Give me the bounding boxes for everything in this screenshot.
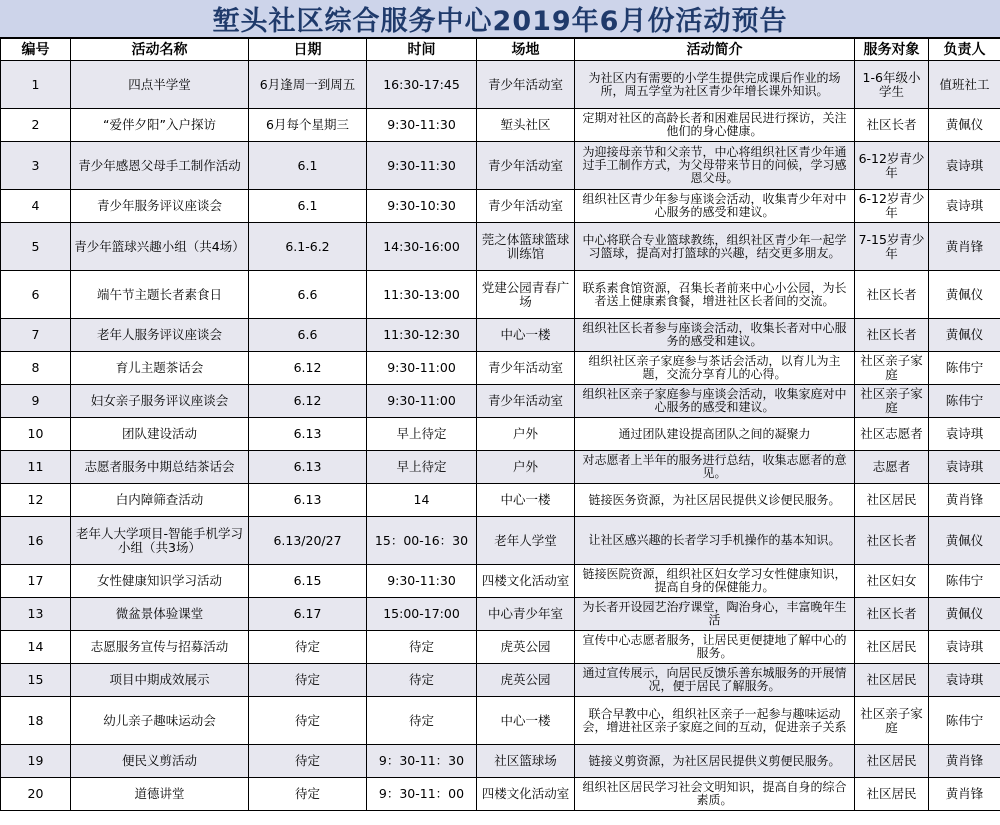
cell-owner: 黄肖锋 xyxy=(929,778,1000,811)
table-row xyxy=(1,418,1000,451)
cell-owner: 袁诗琪 xyxy=(929,451,1000,484)
cell-desc: 中心将联合专业篮球教练，组织社区青少年一起学习篮球，提高对打篮球的兴趣，结交更多朋友。 xyxy=(575,223,855,271)
cell-venue: 党建公园青春广场 xyxy=(477,271,575,319)
cell-target: 社区居民 xyxy=(855,631,929,664)
cell-target: 6-12岁青少年 xyxy=(855,190,929,223)
cell-target: 1-6年级小学生 xyxy=(855,61,929,109)
cell-owner: 陈伟宁 xyxy=(929,565,1000,598)
cell-no: 4 xyxy=(1,190,71,223)
cell-owner: 袁诗琪 xyxy=(929,418,1000,451)
cell-name: 青少年感恩父母手工制作活动 xyxy=(71,142,249,190)
cell-date: 6.1 xyxy=(249,190,367,223)
cell-time: 14:30-16:00 xyxy=(367,223,477,271)
header-name: 活动名称 xyxy=(71,39,249,61)
cell-time: 待定 xyxy=(367,664,477,697)
table-row xyxy=(1,271,1000,319)
header-no: 编号 xyxy=(1,39,71,61)
table-row xyxy=(1,565,1000,598)
cell-no: 1 xyxy=(1,61,71,109)
cell-no: 15 xyxy=(1,664,71,697)
cell-name: 育儿主题茶话会 xyxy=(71,352,249,385)
cell-date: 6月每个星期三 xyxy=(249,109,367,142)
cell-name: 幼儿亲子趣味运动会 xyxy=(71,697,249,745)
header-venue: 场地 xyxy=(477,39,575,61)
cell-time: 9：30-11：30 xyxy=(367,745,477,778)
cell-date: 6.1 xyxy=(249,142,367,190)
cell-owner: 黄佩仪 xyxy=(929,271,1000,319)
cell-target: 7-15岁青少年 xyxy=(855,223,929,271)
cell-name: 志愿服务宣传与招募活动 xyxy=(71,631,249,664)
cell-desc: 组织社区居民学习社会文明知识，提高自身的综合素质。 xyxy=(575,778,855,811)
cell-name: 老年人大学项目-智能手机学习小组（共3场） xyxy=(71,517,249,565)
table-row xyxy=(1,631,1000,664)
table-row xyxy=(1,61,1000,109)
cell-desc: 为迎接母亲节和父亲节，中心将组织社区青少年通过手工制作方式，为父母带来节日的问候，学习感恩父母。 xyxy=(575,142,855,190)
activity-table xyxy=(0,38,1000,811)
cell-venue: 青少年活动室 xyxy=(477,190,575,223)
table-row xyxy=(1,190,1000,223)
cell-target: 社区居民 xyxy=(855,745,929,778)
table-row xyxy=(1,745,1000,778)
cell-no: 13 xyxy=(1,598,71,631)
cell-time: 9:30-11:30 xyxy=(367,142,477,190)
cell-no: 16 xyxy=(1,517,71,565)
header-target: 服务对象 xyxy=(855,39,929,61)
cell-target: 社区亲子家庭 xyxy=(855,697,929,745)
table-row xyxy=(1,142,1000,190)
cell-no: 12 xyxy=(1,484,71,517)
cell-target: 社区志愿者 xyxy=(855,418,929,451)
cell-time: 待定 xyxy=(367,631,477,664)
cell-time: 9:30-11:30 xyxy=(367,109,477,142)
cell-venue: 四楼文化活动室 xyxy=(477,778,575,811)
cell-no: 17 xyxy=(1,565,71,598)
cell-no: 14 xyxy=(1,631,71,664)
cell-date: 6.12 xyxy=(249,385,367,418)
cell-owner: 黄肖锋 xyxy=(929,484,1000,517)
cell-date: 6月逢周一到周五 xyxy=(249,61,367,109)
cell-no: 18 xyxy=(1,697,71,745)
cell-venue: 四楼文化活动室 xyxy=(477,565,575,598)
cell-time: 待定 xyxy=(367,697,477,745)
cell-date: 待定 xyxy=(249,778,367,811)
cell-no: 9 xyxy=(1,385,71,418)
cell-name: 道德讲堂 xyxy=(71,778,249,811)
table-row xyxy=(1,664,1000,697)
cell-desc: 让社区感兴趣的长者学习手机操作的基本知识。 xyxy=(575,517,855,565)
cell-desc: 对志愿者上半年的服务进行总结，收集志愿者的意见。 xyxy=(575,451,855,484)
cell-owner: 陈伟宁 xyxy=(929,352,1000,385)
cell-no: 10 xyxy=(1,418,71,451)
cell-date: 待定 xyxy=(249,631,367,664)
cell-desc: 组织社区长者参与座谈会活动，收集长者对中心服务的感受和建议。 xyxy=(575,319,855,352)
cell-desc: 宣传中心志愿者服务，让居民更便捷地了解中心的服务。 xyxy=(575,631,855,664)
table-row xyxy=(1,223,1000,271)
cell-time: 早上待定 xyxy=(367,451,477,484)
cell-date: 6.6 xyxy=(249,271,367,319)
cell-desc: 组织社区亲子家庭参与座谈会活动，收集家庭对中心服务的感受和建议。 xyxy=(575,385,855,418)
cell-owner: 陈伟宁 xyxy=(929,697,1000,745)
cell-time: 14 xyxy=(367,484,477,517)
cell-venue: 中心一楼 xyxy=(477,319,575,352)
cell-name: 四点半学堂 xyxy=(71,61,249,109)
header-owner: 负责人 xyxy=(929,39,1000,61)
cell-desc: 通过团队建设提高团队之间的凝聚力 xyxy=(575,418,855,451)
cell-desc: 组织社区青少年参与座谈会活动，收集青少年对中心服务的感受和建议。 xyxy=(575,190,855,223)
cell-owner: 黄佩仪 xyxy=(929,517,1000,565)
cell-no: 20 xyxy=(1,778,71,811)
cell-target: 社区长者 xyxy=(855,598,929,631)
cell-owner: 袁诗琪 xyxy=(929,664,1000,697)
cell-target: 社区长者 xyxy=(855,319,929,352)
cell-time: 9：30-11：00 xyxy=(367,778,477,811)
cell-name: 白内障筛查活动 xyxy=(71,484,249,517)
table-row xyxy=(1,109,1000,142)
cell-owner: 黄佩仪 xyxy=(929,109,1000,142)
cell-desc: 为长者开设园艺治疗课堂，陶治身心，丰富晚年生活 xyxy=(575,598,855,631)
cell-name: 青少年篮球兴趣小组（共4场） xyxy=(71,223,249,271)
cell-owner: 袁诗琪 xyxy=(929,142,1000,190)
table-row xyxy=(1,451,1000,484)
cell-venue: 老年人学堂 xyxy=(477,517,575,565)
cell-target: 社区居民 xyxy=(855,664,929,697)
cell-date: 待定 xyxy=(249,664,367,697)
cell-date: 6.13 xyxy=(249,418,367,451)
sheet-title: 堑头社区综合服务中心2019年6月份活动预告 xyxy=(0,0,1000,38)
cell-no: 8 xyxy=(1,352,71,385)
cell-desc: 链接医务资源，为社区居民提供义诊便民服务。 xyxy=(575,484,855,517)
cell-time: 9:30-11:00 xyxy=(367,352,477,385)
cell-target: 社区亲子家庭 xyxy=(855,385,929,418)
cell-venue: 莞之体篮球篮球训练馆 xyxy=(477,223,575,271)
cell-date: 6.12 xyxy=(249,352,367,385)
cell-time: 15:00-17:00 xyxy=(367,598,477,631)
cell-venue: 虎英公园 xyxy=(477,631,575,664)
cell-no: 7 xyxy=(1,319,71,352)
table-body xyxy=(1,61,1000,811)
cell-target: 社区妇女 xyxy=(855,565,929,598)
cell-name: “爱伴夕阳”入户探访 xyxy=(71,109,249,142)
cell-no: 11 xyxy=(1,451,71,484)
cell-venue: 青少年活动室 xyxy=(477,352,575,385)
cell-desc: 链接医院资源，组织社区妇女学习女性健康知识，提高自身的保健能力。 xyxy=(575,565,855,598)
cell-time: 9:30-11:00 xyxy=(367,385,477,418)
cell-target: 社区亲子家庭 xyxy=(855,352,929,385)
cell-name: 妇女亲子服务评议座谈会 xyxy=(71,385,249,418)
cell-date: 6.15 xyxy=(249,565,367,598)
cell-desc: 定期对社区的高龄长者和困难居民进行探访，关注他们的身心健康。 xyxy=(575,109,855,142)
cell-venue: 中心一楼 xyxy=(477,484,575,517)
cell-venue: 青少年活动室 xyxy=(477,385,575,418)
table-row xyxy=(1,778,1000,811)
cell-owner: 袁诗琪 xyxy=(929,190,1000,223)
cell-target: 社区居民 xyxy=(855,778,929,811)
cell-name: 端午节主题长者素食日 xyxy=(71,271,249,319)
table-row xyxy=(1,517,1000,565)
cell-name: 便民义剪活动 xyxy=(71,745,249,778)
cell-name: 微盆景体验课堂 xyxy=(71,598,249,631)
cell-time: 11:30-12:30 xyxy=(367,319,477,352)
cell-date: 6.17 xyxy=(249,598,367,631)
cell-venue: 户外 xyxy=(477,418,575,451)
cell-no: 6 xyxy=(1,271,71,319)
cell-desc: 链接义剪资源，为社区居民提供义剪便民服务。 xyxy=(575,745,855,778)
table-row xyxy=(1,352,1000,385)
cell-owner: 黄佩仪 xyxy=(929,319,1000,352)
cell-name: 女性健康知识学习活动 xyxy=(71,565,249,598)
cell-date: 待定 xyxy=(249,745,367,778)
table-row xyxy=(1,598,1000,631)
header-row xyxy=(1,39,1000,61)
cell-target: 社区长者 xyxy=(855,109,929,142)
cell-target: 社区居民 xyxy=(855,484,929,517)
cell-venue: 虎英公园 xyxy=(477,664,575,697)
cell-venue: 中心青少年室 xyxy=(477,598,575,631)
cell-target: 志愿者 xyxy=(855,451,929,484)
cell-owner: 袁诗琪 xyxy=(929,631,1000,664)
cell-no: 19 xyxy=(1,745,71,778)
cell-target: 社区长者 xyxy=(855,517,929,565)
cell-venue: 户外 xyxy=(477,451,575,484)
cell-time: 早上待定 xyxy=(367,418,477,451)
cell-owner: 黄肖锋 xyxy=(929,745,1000,778)
header-desc: 活动简介 xyxy=(575,39,855,61)
cell-venue: 青少年活动室 xyxy=(477,61,575,109)
cell-time: 16:30-17:45 xyxy=(367,61,477,109)
table-row xyxy=(1,697,1000,745)
cell-name: 项目中期成效展示 xyxy=(71,664,249,697)
cell-name: 老年人服务评议座谈会 xyxy=(71,319,249,352)
table-row xyxy=(1,385,1000,418)
cell-no: 2 xyxy=(1,109,71,142)
cell-owner: 值班社工 xyxy=(929,61,1000,109)
cell-owner: 黄佩仪 xyxy=(929,598,1000,631)
cell-name: 志愿者服务中期总结茶话会 xyxy=(71,451,249,484)
header-date: 日期 xyxy=(249,39,367,61)
table-row xyxy=(1,319,1000,352)
cell-owner: 陈伟宁 xyxy=(929,385,1000,418)
cell-date: 6.1-6.2 xyxy=(249,223,367,271)
cell-date: 6.6 xyxy=(249,319,367,352)
cell-no: 5 xyxy=(1,223,71,271)
cell-time: 9:30-10:30 xyxy=(367,190,477,223)
header-time: 时间 xyxy=(367,39,477,61)
cell-date: 6.13 xyxy=(249,451,367,484)
cell-desc: 联系素食馆资源，召集长者前来中心小公园，为长者送上健康素食餐，增进社区长者间的交流。 xyxy=(575,271,855,319)
cell-desc: 通过宣传展示，向居民反馈乐善东城服务的开展情况，便于居民了解服务。 xyxy=(575,664,855,697)
cell-desc: 联合早教中心，组织社区亲子一起参与趣味运动会，增进社区亲子家庭之间的互动，促进亲子关系 xyxy=(575,697,855,745)
cell-desc: 为社区内有需要的小学生提供完成课后作业的场所，周五学堂为社区青少年增长课外知识。 xyxy=(575,61,855,109)
cell-time: 15：00-16：30 xyxy=(367,517,477,565)
cell-no: 3 xyxy=(1,142,71,190)
cell-date: 6.13/20/27 xyxy=(249,517,367,565)
cell-venue: 青少年活动室 xyxy=(477,142,575,190)
cell-name: 团队建设活动 xyxy=(71,418,249,451)
cell-venue: 中心一楼 xyxy=(477,697,575,745)
cell-date: 6.13 xyxy=(249,484,367,517)
cell-desc: 组织社区亲子家庭参与茶话会活动，以育儿为主题，交流分享育儿的心得。 xyxy=(575,352,855,385)
cell-time: 11:30-13:00 xyxy=(367,271,477,319)
cell-name: 青少年服务评议座谈会 xyxy=(71,190,249,223)
cell-target: 社区长者 xyxy=(855,271,929,319)
cell-target: 6-12岁青少年 xyxy=(855,142,929,190)
cell-owner: 黄肖锋 xyxy=(929,223,1000,271)
cell-time: 9:30-11:30 xyxy=(367,565,477,598)
cell-venue: 社区篮球场 xyxy=(477,745,575,778)
table-row xyxy=(1,484,1000,517)
cell-venue: 堑头社区 xyxy=(477,109,575,142)
cell-date: 待定 xyxy=(249,697,367,745)
